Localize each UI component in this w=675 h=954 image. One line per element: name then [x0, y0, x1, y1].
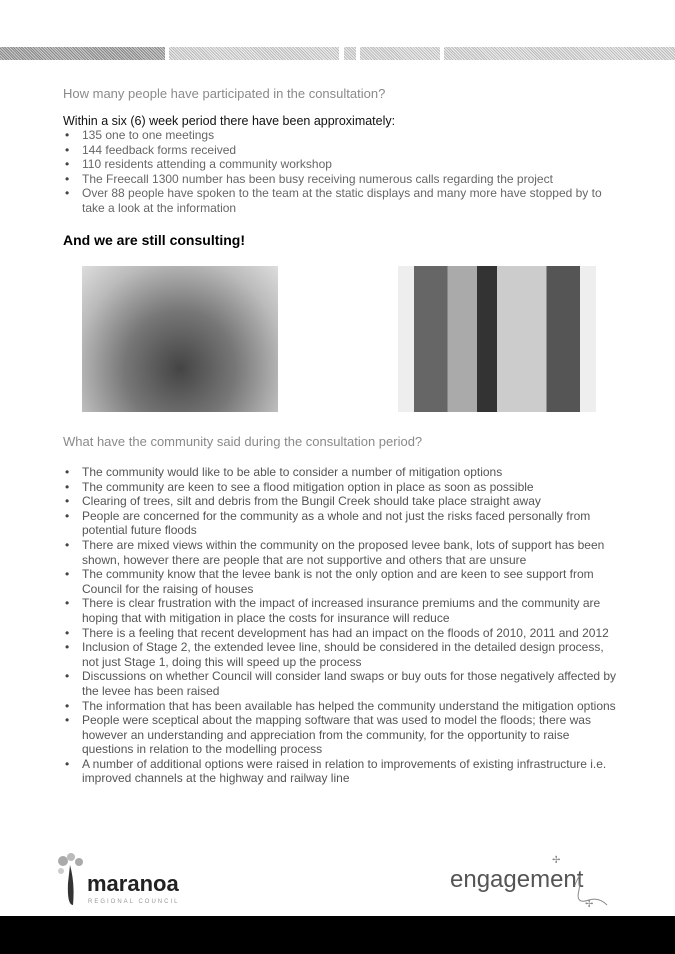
list-item: • Inclusion of Stage 2, the extended levee line, should be considered in the detailed design process, not just Stage 1, doing this will speed up the process [63, 640, 622, 669]
maranoa-logo [55, 853, 205, 908]
footer-bar [0, 916, 675, 954]
list-item: • Clearing of trees, silt and debris from the Bungil Creek should take place straight away [63, 494, 622, 509]
header-band [0, 47, 165, 60]
list-item: • There is clear frustration with the impact of increased insurance premiums and the community are hoping that with mitigation in place the costs for insurance will reduce [63, 596, 622, 625]
section-heading: How many people have participated in the consultation? [63, 86, 386, 101]
list-item: • 144 feedback forms received [63, 143, 622, 158]
static-display-photo [398, 266, 596, 412]
svg-text:engagement: engagement [450, 866, 584, 893]
section-heading: What have the community said during the consultation period? [63, 434, 423, 449]
list-item: • People are concerned for the community as a whole and not just the risks faced personally from potential future floods [63, 509, 622, 538]
list-item: • 135 one to one meetings [63, 128, 622, 143]
header-band [169, 47, 339, 60]
header-band [344, 47, 356, 60]
list-item: • Over 88 people have spoken to the team at the static displays and many more have stopped by to take a look at the information [63, 186, 622, 215]
list-item: • The community would like to be able to consider a number of mitigation options [63, 465, 622, 480]
list-item: • There is a feeling that recent development has had an impact on the floods of 2010, 2011 and 2012 [63, 626, 622, 641]
workshop-photo [82, 266, 278, 412]
header-band [360, 47, 440, 60]
list-item: • The information that has been available has helped the community understand the mitigation options [63, 699, 622, 714]
svg-text:maranoa: maranoa [87, 871, 179, 896]
list-item: • 110 residents attending a community workshop [63, 157, 622, 172]
engagement-plus-logo [450, 855, 625, 910]
list-item: • Discussions on whether Council will consider land swaps or buy outs for those negatively affected by the levee has been raised [63, 669, 622, 698]
intro-text: Within a six (6) week period there have been approximately: [63, 114, 396, 128]
svg-text:✢: ✢ [585, 899, 594, 910]
participation-list [63, 128, 622, 216]
svg-text:✢: ✢ [552, 855, 561, 866]
feedback-list [63, 465, 622, 786]
svg-text:REGIONAL COUNCIL: REGIONAL COUNCIL [88, 899, 180, 905]
list-item: • The community know that the levee bank is not the only option and are keen to see support from Council for the raising of houses [63, 567, 622, 596]
callout-heading: And we are still consulting! [63, 232, 246, 248]
list-item: • There are mixed views within the community on the proposed levee bank, lots of support has been shown, however there are people that are not supportive and others that are unsure [63, 538, 622, 567]
header-band [444, 47, 675, 60]
list-item: • People were sceptical about the mapping software that was used to model the floods; there was however an understanding and appreciation from the community, for the opportunity to raise questions in relation to the modelling process [63, 713, 622, 757]
list-item: • The community are keen to see a flood mitigation option in place as soon as possible [63, 480, 622, 495]
list-item: • The Freecall 1300 number has been busy receiving numerous calls regarding the project [63, 172, 622, 187]
list-item: • A number of additional options were raised in relation to improvements of existing infrastructure i.e. improved channels at the highway and railway line [63, 757, 622, 786]
